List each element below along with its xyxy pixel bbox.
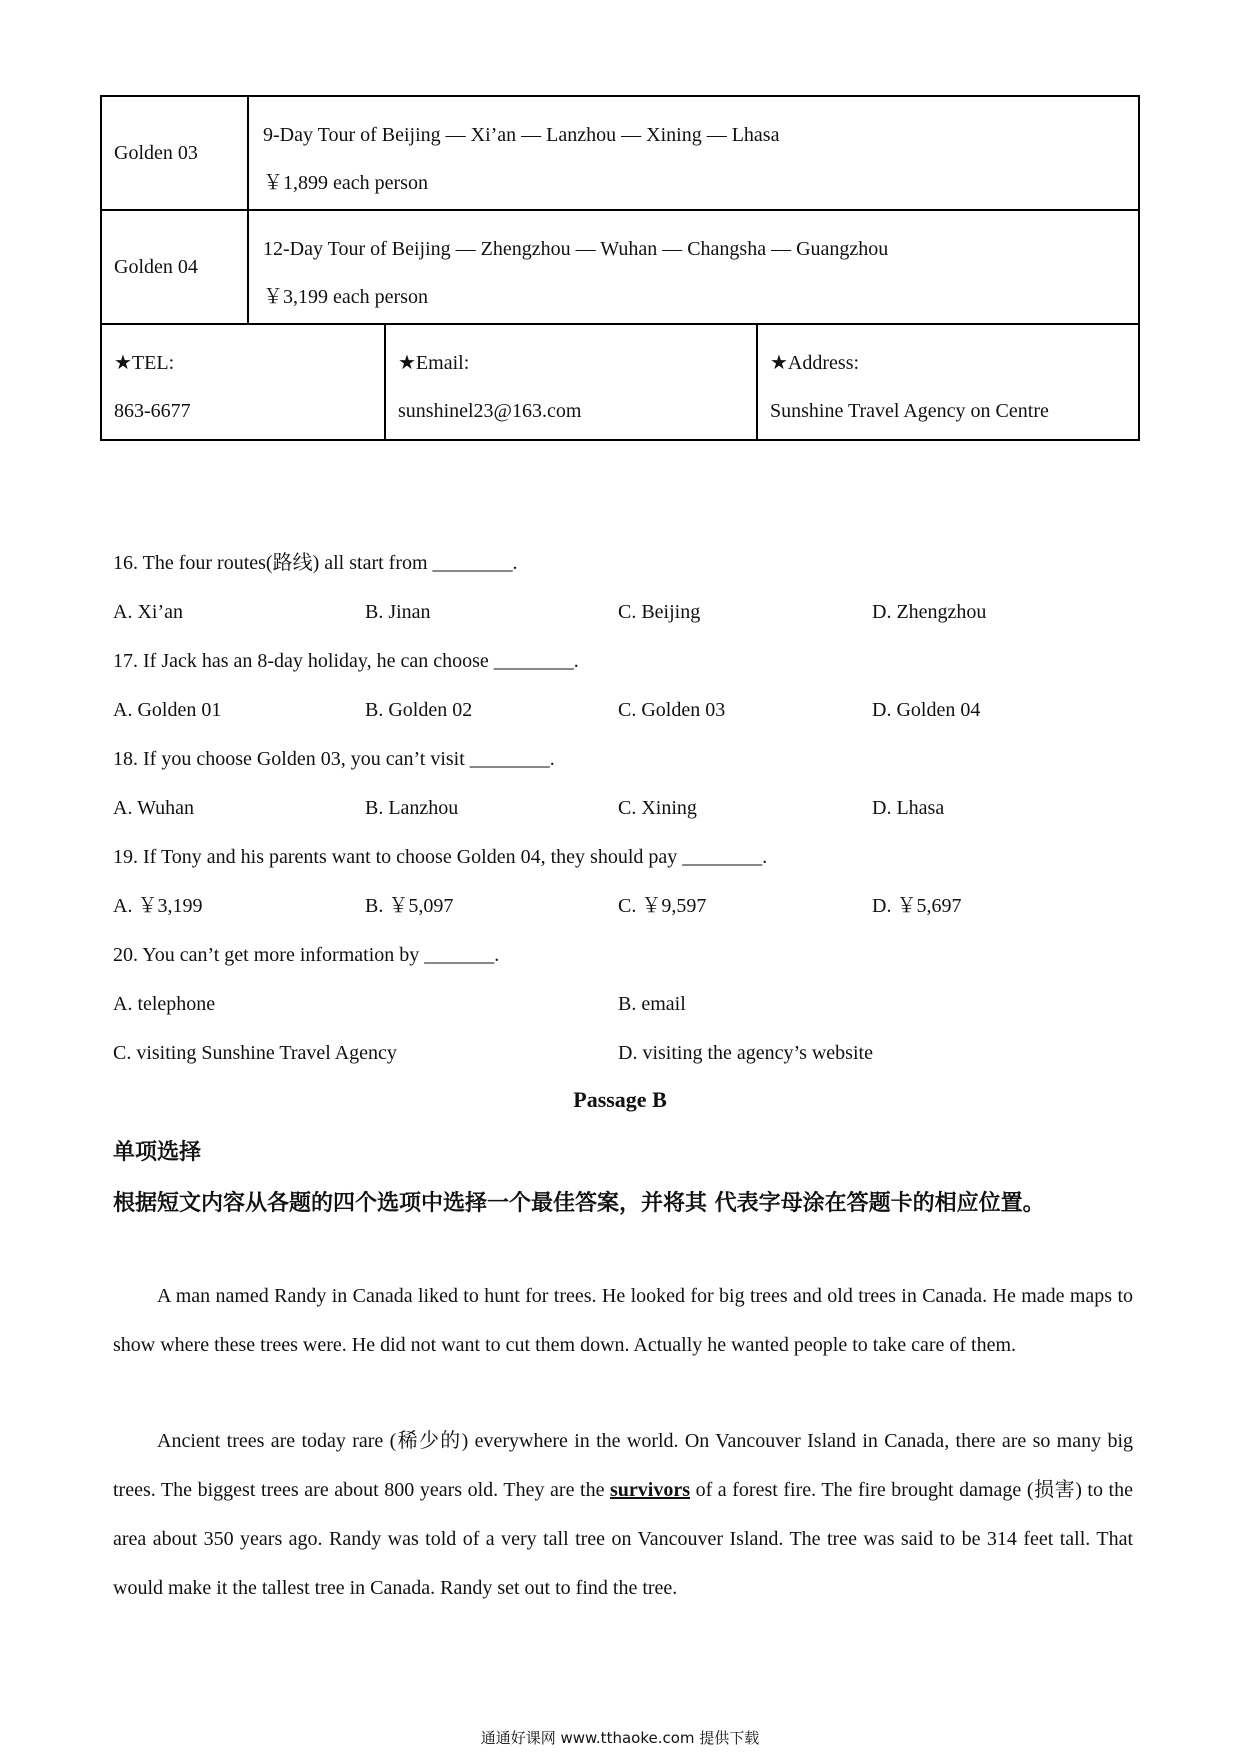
route-description: [249, 97, 1138, 209]
option-b[interactable]: B. Golden 02: [365, 699, 473, 721]
question-stem: 18. If you choose Golden 03, you can’t visit ________.: [113, 748, 555, 770]
paragraph-2-text-start: Ancient trees are today rare (稀少的) everywhere in the world. On Vancouver Island in Canada, there are so many big trees. The biggest trees are about 800 years old. They are the: [113, 1430, 1133, 1501]
route-row: [102, 211, 1138, 325]
address-label: ★Address:: [770, 352, 860, 374]
option-c[interactable]: C. Golden 03: [618, 699, 726, 721]
option-c[interactable]: C. Beijing: [618, 601, 701, 623]
route-code: Golden 03: [102, 97, 249, 209]
route-title: 12-Day Tour of Beijing — Zhengzhou — Wuhan — Changsha — Guangzhou: [263, 238, 889, 260]
option-a[interactable]: A. telephone: [113, 993, 216, 1015]
paragraph-1-text: A man named Randy in Canada liked to hunt for trees. He looked for big trees and old trees in Canada. He made maps to show where these trees were. He did not want to cut them down. Actually he wanted people to take care of them.: [113, 1285, 1133, 1356]
address-cell: [758, 325, 1138, 439]
tel-cell: [102, 325, 386, 439]
option-c[interactable]: C. Xining: [618, 797, 697, 819]
question-stem: 16. The four routes(路线) all start from ________.: [113, 552, 518, 574]
option-d[interactable]: D. Lhasa: [872, 797, 945, 819]
tel-value: 863-6677: [114, 400, 191, 422]
option-a[interactable]: A. Wuhan: [113, 797, 195, 819]
contact-row: [102, 325, 1138, 439]
option-c[interactable]: C. ￥9,597: [618, 895, 707, 917]
paragraph-2: [113, 1417, 1133, 1613]
option-a[interactable]: A. ￥3,199: [113, 895, 203, 917]
option-b[interactable]: B. Jinan: [365, 601, 431, 623]
question-stem: 17. If Jack has an 8-day holiday, he can choose ________.: [113, 650, 579, 672]
footer-watermark: 通通好课网 www.tthaoke.com 提供下载: [480, 1729, 760, 1747]
address-value: Sunshine Travel Agency on Centre: [770, 400, 1049, 422]
section-heading: 单项选择: [113, 1140, 202, 1165]
email-value: sunshinel23@163.com: [398, 400, 582, 422]
passage-title: Passage B: [573, 1087, 667, 1112]
route-price: ￥3,199 each person: [263, 286, 428, 308]
route-title: 9-Day Tour of Beijing — Xi’an — Lanzhou — Xining — Lhasa: [263, 124, 780, 146]
paragraph-1: [113, 1272, 1133, 1370]
option-a[interactable]: A. Xi’an: [113, 601, 183, 623]
route-description: [249, 211, 1138, 323]
underlined-word: survivors: [610, 1479, 691, 1501]
option-d[interactable]: D. Zhengzhou: [872, 601, 987, 623]
email-cell: [386, 325, 758, 439]
instruction-text: 根据短文内容从各题的四个选项中选择一个最佳答案，并将其 代表字母涂在答题卡的相应位置。: [113, 1191, 1045, 1216]
tel-label: ★TEL:: [114, 352, 175, 374]
route-row: [102, 97, 1138, 211]
option-b[interactable]: B. ￥5,097: [365, 895, 454, 917]
option-d[interactable]: D. Golden 04: [872, 699, 981, 721]
option-d[interactable]: D. visiting the agency’s website: [618, 1042, 873, 1064]
route-code: Golden 04: [102, 211, 249, 323]
route-table: [100, 95, 1140, 441]
question-stem: 20. You can’t get more information by _______.: [113, 944, 500, 966]
route-price: ￥1,899 each person: [263, 172, 428, 194]
paragraph-2-text-end: of a forest fire. The fire brought damage (损害) to the area about 350 years ago. Randy was told of a very tall tree on Vancouver Island. The tree was said to be 314 feet tall. That would make it the tallest tree in Canada. Randy set out to find the tree.: [113, 1479, 1133, 1599]
email-label: ★Email:: [398, 352, 470, 374]
option-b[interactable]: B. email: [618, 993, 686, 1015]
option-d[interactable]: D. ￥5,697: [872, 895, 962, 917]
option-a[interactable]: A. Golden 01: [113, 699, 222, 721]
question-stem: 19. If Tony and his parents want to choose Golden 04, they should pay ________.: [113, 846, 768, 868]
option-c[interactable]: C. visiting Sunshine Travel Agency: [113, 1042, 397, 1064]
option-b[interactable]: B. Lanzhou: [365, 797, 459, 819]
